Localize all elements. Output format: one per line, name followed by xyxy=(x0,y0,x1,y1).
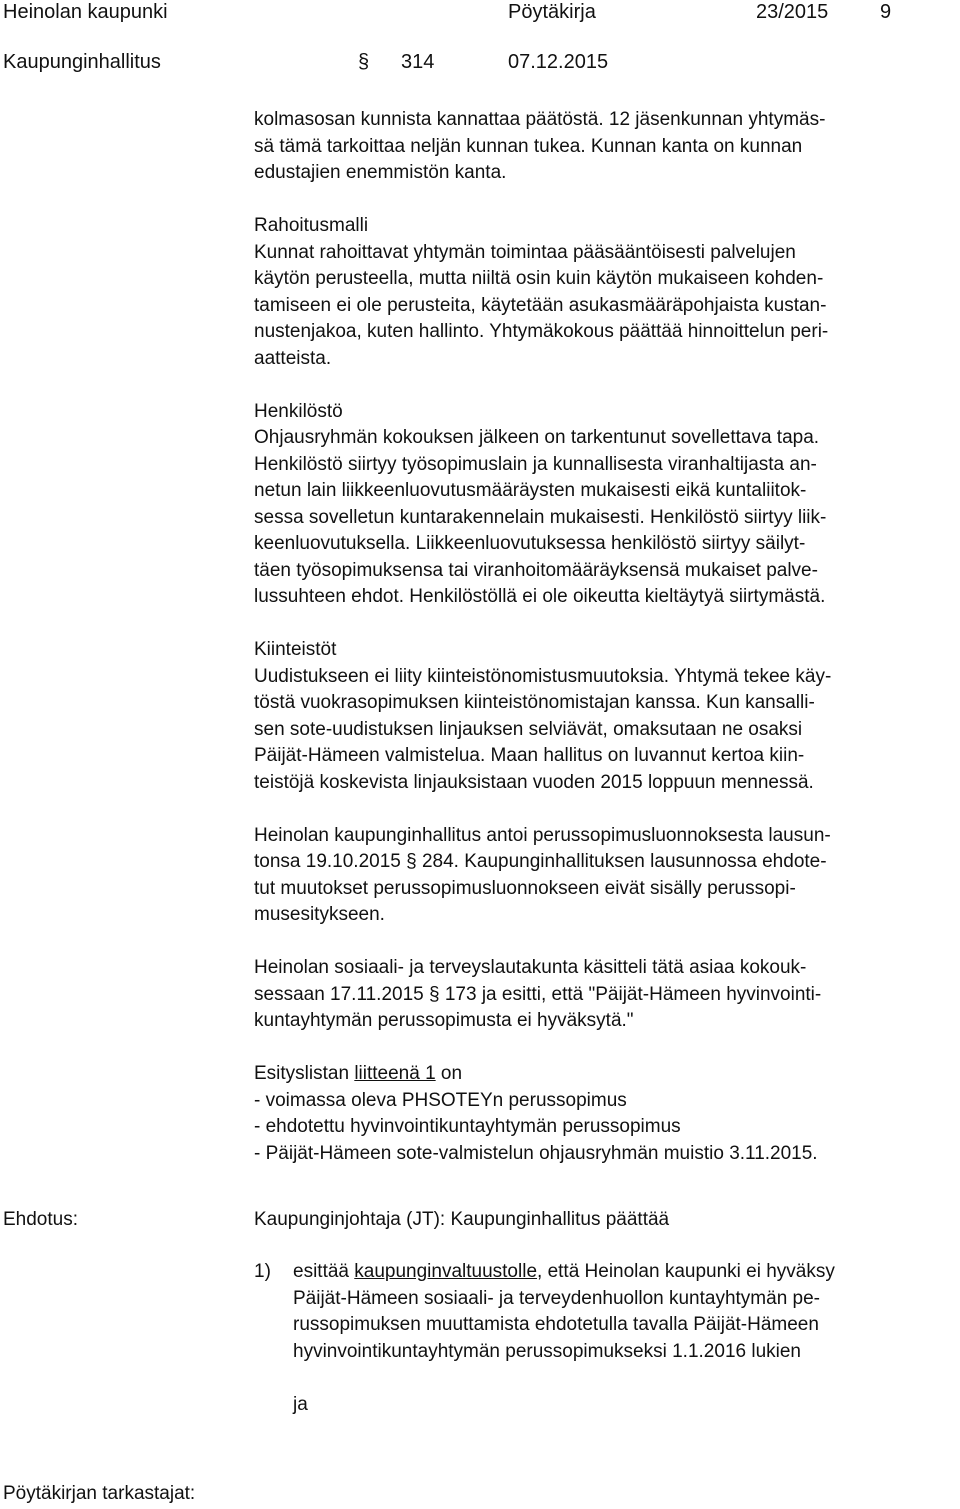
text-line: Ohjausryhmän kokouksen jälkeen on tarkentunut sovellettava tapa. xyxy=(254,427,820,448)
text-line: sessa sovelletun kuntarakennelain mukaisesti. Henkilöstö siirtyy liik- xyxy=(254,506,827,528)
attachment-item: - voimassa oleva PHSOTEYn perussopimus xyxy=(254,1089,627,1111)
text-line: Uudistukseen ei liity kiinteistönomistusmuutoksia. Yhtymä tekee käy- xyxy=(254,665,832,687)
kiinteistot-section xyxy=(254,637,954,796)
text-line: tonsa 19.10.2015 § 284. Kaupunginhallituksen lausunnossa ehdote- xyxy=(254,851,827,872)
attachments-section xyxy=(254,1061,954,1167)
proposal-label: Ehdotus: xyxy=(3,1209,78,1230)
document-type: Pöytäkirja xyxy=(508,1,596,23)
organization-name: Heinolan kaupunki xyxy=(3,1,168,23)
text-line: Päijät-Hämeen valmistelua. Maan hallitus on luvannut kertoa kiin- xyxy=(254,745,805,766)
item-suffix: , että Heinolan kaupunki ei hyväksy xyxy=(537,1261,835,1282)
attachment-item: - ehdotettu hyvinvointikuntayhtymän perussopimus xyxy=(254,1116,681,1137)
intro-paragraph xyxy=(254,107,954,187)
text-line: keenluovutuksella. Liikkeenluovutuksessa henkilöstö siirtyy säilyt- xyxy=(254,533,806,554)
governing-body: Kaupunginhallitus xyxy=(3,51,161,73)
text-line: Päijät-Hämeen sosiaali- ja terveydenhuollon kuntayhtymän pe- xyxy=(293,1287,821,1309)
text-line: aatteista. xyxy=(254,347,332,369)
section-heading: Rahoitusmalli xyxy=(254,215,369,236)
main-content xyxy=(254,107,954,1167)
text-line: musesitykseen. xyxy=(254,904,385,925)
text-line: Henkilöstö siirtyy työsopimuslain ja kunnallisesta viranhaltijasta an- xyxy=(254,453,817,475)
attachment-item: - Päijät-Hämeen sote-valmistelun ohjausryhmän muistio 3.11.2015. xyxy=(254,1142,818,1164)
page-number: 9 xyxy=(880,1,892,23)
attachments-intro xyxy=(254,1061,954,1088)
item-text xyxy=(293,1259,960,1365)
henkilosto-section xyxy=(254,399,954,611)
text-line: sessaan 17.11.2015 § 173 ja esitti, että "Päijät-Hämeen hyvinvointi- xyxy=(254,983,822,1005)
attachments-prefix: Esityslistan xyxy=(254,1063,355,1084)
rahoitus-section xyxy=(254,213,954,372)
attachments-suffix: on xyxy=(435,1063,463,1084)
text-line: edustajien enemmistön kanta. xyxy=(254,162,507,183)
text-line: netun lain liikkeenluovutusmääräysten mukaisesti eikä kuntaliitok- xyxy=(254,480,807,501)
text-line: Heinolan sosiaali- ja terveyslautakunta käsitteli tätä asiaa kokouk- xyxy=(254,957,807,978)
meeting-date: 07.12.2015 xyxy=(508,51,609,73)
text-line: tamiseen ei ole perusteita, käytetään asukasmääräpohjaista kustan- xyxy=(254,294,827,316)
text-line: lussuhteen ehdot. Henkilöstöllä ei ole oikeutta kieltäytyä siirtymästä. xyxy=(254,586,826,607)
text-line: kolmasosan kunnista kannattaa päätöstä. 12 jäsenkunnan yhtymäs- xyxy=(254,109,826,130)
section-heading: Henkilöstö xyxy=(254,400,343,422)
text-line: sen sote-uudistuksen linjauksen selviävät, omaksutaan ne osaksi xyxy=(254,718,803,740)
text-line: kuntayhtymän perussopimusta ei hyväksytä." xyxy=(254,1010,634,1031)
item-prefix: esittää xyxy=(293,1261,355,1282)
text-line: teistöjä koskevista linjauksistaan vuoden 2015 loppuun mennessä. xyxy=(254,771,814,793)
conjunction: ja xyxy=(293,1394,308,1415)
text-line: Heinolan kaupunginhallitus antoi perussopimusluonnoksesta lausun- xyxy=(254,824,831,846)
section-heading: Kiinteistöt xyxy=(254,639,337,660)
attachment-link[interactable]: liitteenä 1 xyxy=(354,1063,436,1084)
section-sign: § xyxy=(358,51,370,73)
item-number: 1) xyxy=(254,1261,271,1282)
section-number: 314 xyxy=(401,51,435,73)
lausunto-paragraph xyxy=(254,823,954,929)
document-number: 23/2015 xyxy=(756,1,829,23)
text-line: russopimuksen muuttamista ehdotetulla tavalla Päijät-Hämeen xyxy=(293,1314,819,1335)
text-line: tut muutokset perussopimusluonnokseen eivät sisälly perussopi- xyxy=(254,877,796,899)
text-line: sä tämä tarkoittaa neljän kunnan tukea. Kunnan kanta on kunnan xyxy=(254,135,803,157)
text-line: käytön perusteella, mutta niiltä osin kuin käytön mukaiseen kohden- xyxy=(254,268,824,289)
sostk-paragraph xyxy=(254,955,954,1035)
text-line: Kunnat rahoittavat yhtymän toimintaa pääsääntöisesti palvelujen xyxy=(254,241,796,263)
council-link[interactable]: kaupunginvaltuustolle xyxy=(354,1261,538,1282)
text-line: hyvinvointikuntayhtymän perussopimukseksi 1.1.2016 lukien xyxy=(293,1340,801,1362)
text-line: nustenjakoa, kuten hallinto. Yhtymäkokous päättää hinnoittelun peri- xyxy=(254,321,829,342)
proposal-intro: Kaupunginjohtaja (JT): Kaupunginhallitus päättää xyxy=(254,1209,670,1230)
footer-label: Pöytäkirjan tarkastajat: xyxy=(3,1483,196,1504)
text-line: töstä vuokrasopimuksen kiinteistönomistajan kanssa. Kun kansalli- xyxy=(254,692,815,713)
text-line: täen työsopimuksensa tai viranhoitomääräyksensä mukaiset palve- xyxy=(254,559,818,581)
text-line xyxy=(293,1259,960,1286)
